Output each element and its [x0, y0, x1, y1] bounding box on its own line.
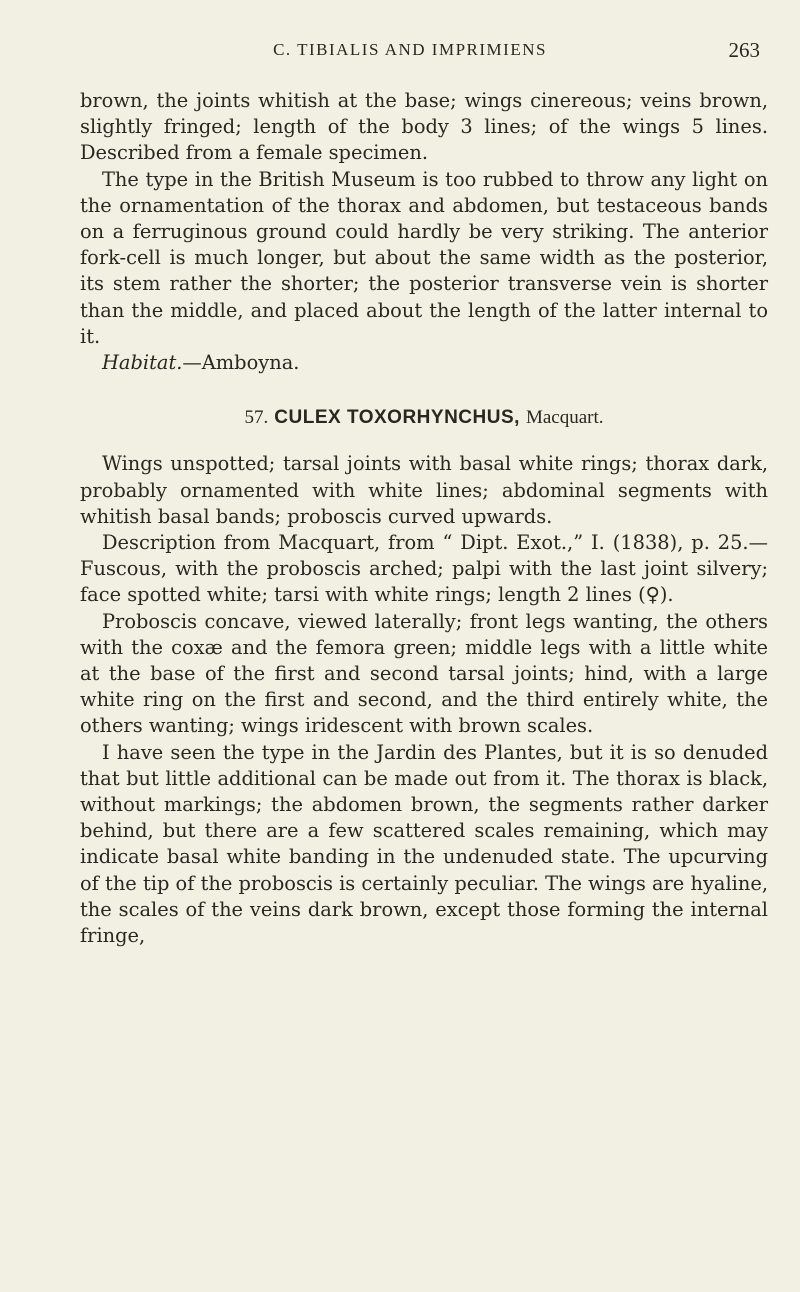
species-heading — [80, 404, 768, 431]
paragraph: The type in the British Museum is too rubbed to throw any light on the ornamentation of the thorax and abdomen, but testaceous bands on a ferruginous ground could hardly be very striking. The anterior fork-cell is much longer, but about the same width as the posterior, its stem rather the shorter; the posterior transverse vein is shorter than the middle, and placed about the length of the latter internal to it. — [80, 167, 768, 348]
paragraph: I have seen the type in the Jardin des Plantes, but it is so denuded that but little additional can be made out from it. The thorax is black, without markings; the abdomen brown, the segments rather darker behind, but there are a few scattered scales remaining, which may indicate basal white banding in the undenuded state. The upcurving of the tip of the proboscis is certainly peculiar. The wings are hyaline, the scales of the veins dark brown, except those forming the internal fringe, — [80, 740, 768, 948]
paragraph: Proboscis concave, viewed laterally; front legs wanting, the others with the coxæ and the femora green; middle legs with a little white at the base of the first and second tarsal joints; hind, with a large white ring on the first and second, and the third entirely white, the others wanting; wings iridescent with brown scales. — [80, 609, 768, 738]
page-number: 263 — [728, 38, 760, 62]
species-name: CULEX TOXORHYNCHUS, — [274, 407, 520, 429]
paragraph: Wings unspotted; tarsal joints with basal white rings; thorax dark, probably ornamented with white lines; abdominal segments with whitish basal bands; proboscis curved upwards. — [80, 452, 768, 528]
species-number: 57. — [244, 407, 269, 429]
habitat-line — [80, 350, 768, 376]
species-author: Macquart. — [525, 407, 604, 429]
body-text — [80, 88, 768, 949]
paragraph: brown, the joints whitish at the base; wings cinereous; veins brown, slightly fringed; length of the body 3 lines; of the wings 5 lines. Described from a female specimen. — [80, 89, 768, 165]
paragraph: Description from Macquart, from “ Dipt. Exot.,” I. (1838), p. 25.—Fuscous, with the proboscis arched; palpi with the last joint silvery; face spotted white; tarsi with white rings; length 2 lines (♀). — [80, 531, 768, 607]
running-title: C. TIBIALIS AND IMPRIMIENS — [273, 40, 547, 59]
habitat-value: —Amboyna. — [182, 351, 300, 375]
running-head — [80, 40, 800, 80]
habitat-label: Habitat. — [102, 351, 183, 375]
